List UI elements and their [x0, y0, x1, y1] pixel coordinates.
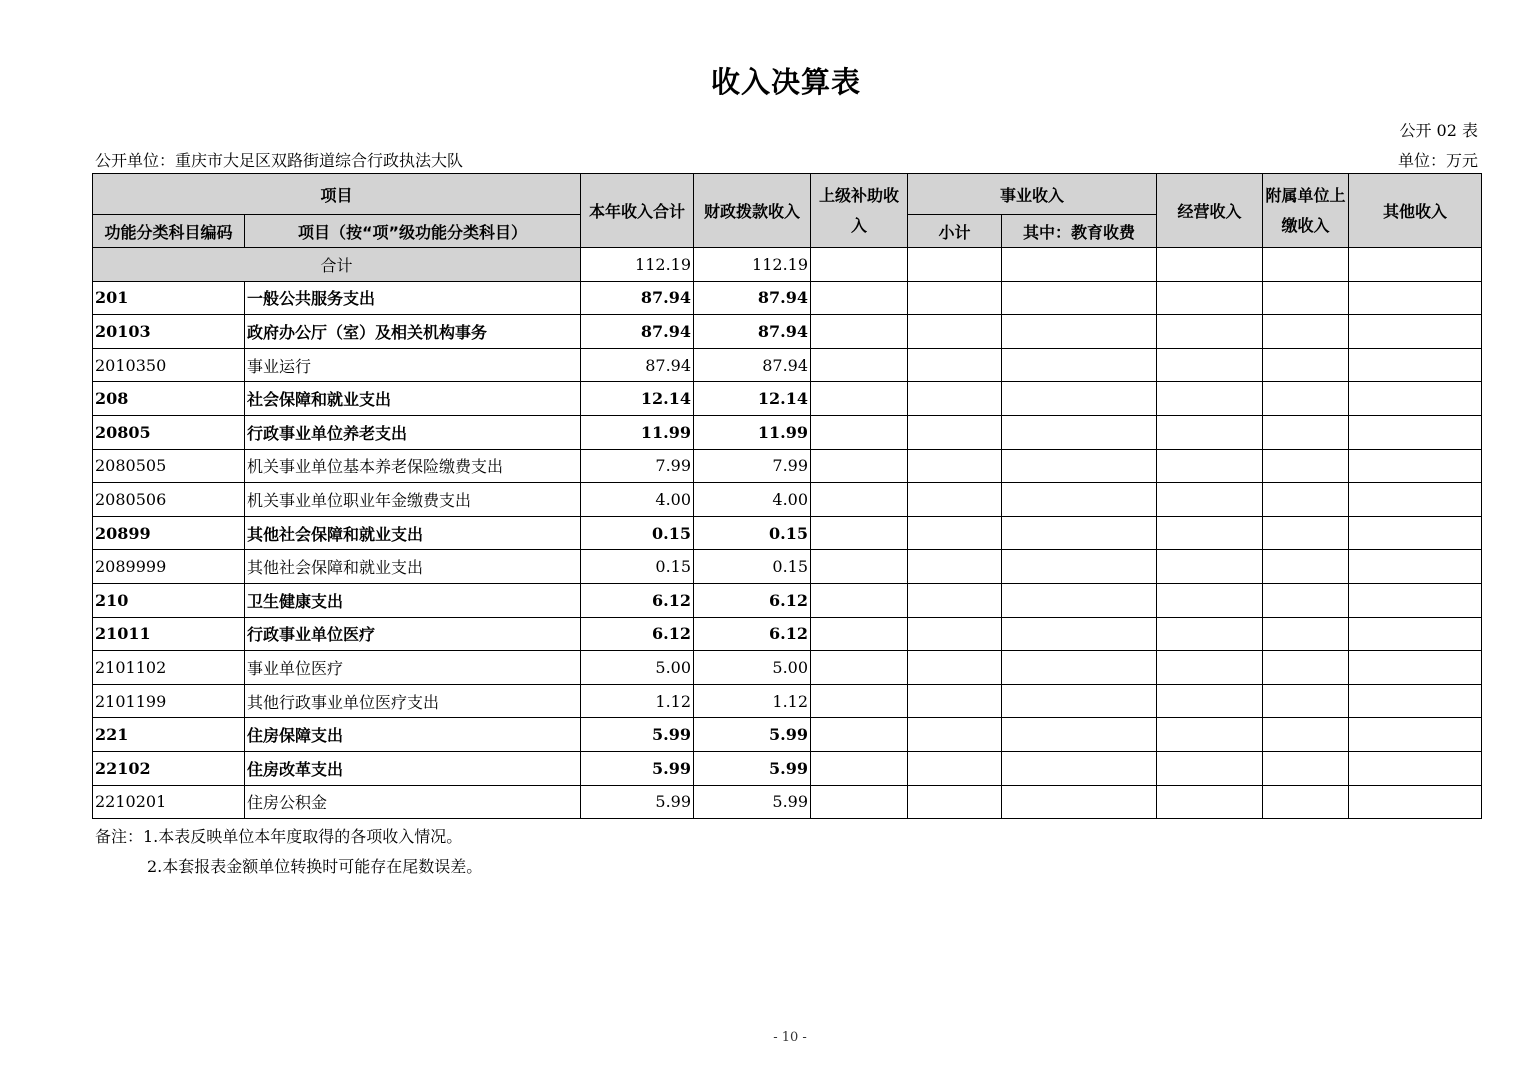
empty-cell [1349, 449, 1482, 483]
empty-cell [1157, 785, 1263, 819]
row-total: 5.99 [581, 785, 694, 819]
empty-cell [1349, 651, 1482, 685]
empty-cell [1349, 483, 1482, 517]
empty-cell [908, 550, 1002, 584]
row-total: 0.15 [581, 550, 694, 584]
empty-cell [1002, 516, 1157, 550]
row-fiscal: 5.00 [694, 651, 811, 685]
empty-cell [1157, 483, 1263, 517]
empty-cell [908, 382, 1002, 416]
empty-cell [1002, 751, 1157, 785]
row-fiscal: 87.94 [694, 315, 811, 349]
empty-cell [1157, 449, 1263, 483]
row-name: 机关事业单位职业年金缴费支出 [245, 483, 581, 517]
row-code: 20899 [93, 516, 245, 550]
row-name: 行政事业单位养老支出 [245, 415, 581, 449]
empty-cell [1002, 483, 1157, 517]
table-row [93, 684, 1482, 718]
empty-cell [1263, 415, 1349, 449]
empty-cell [908, 751, 1002, 785]
income-table [92, 173, 1482, 819]
empty-cell [1157, 382, 1263, 416]
row-total: 87.94 [581, 281, 694, 315]
row-total: 11.99 [581, 415, 694, 449]
table-row [93, 281, 1482, 315]
row-code: 20805 [93, 415, 245, 449]
row-code: 2010350 [93, 348, 245, 382]
empty-cell [1349, 348, 1482, 382]
empty-cell [1349, 718, 1482, 752]
empty-cell [811, 550, 908, 584]
empty-cell [1157, 718, 1263, 752]
header-affiliated: 附属单位上缴收入 [1263, 174, 1349, 248]
header-superior: 上级补助收入 [811, 174, 908, 248]
row-name: 住房公积金 [245, 785, 581, 819]
empty-cell [1157, 651, 1263, 685]
row-total: 12.14 [581, 382, 694, 416]
row-total: 87.94 [581, 315, 694, 349]
empty-cell [1157, 583, 1263, 617]
empty-cell [1349, 785, 1482, 819]
empty-cell [1157, 516, 1263, 550]
empty-cell [1263, 315, 1349, 349]
empty-cell [1263, 281, 1349, 315]
table-row [93, 449, 1482, 483]
row-name: 事业单位医疗 [245, 651, 581, 685]
empty-cell [811, 281, 908, 315]
empty-cell [811, 315, 908, 349]
empty-cell [908, 483, 1002, 517]
empty-cell [1349, 751, 1482, 785]
table-row [93, 718, 1482, 752]
header-education: 其中：教育收费 [1002, 215, 1157, 248]
header-operation: 经营收入 [1157, 174, 1263, 248]
empty-cell [908, 785, 1002, 819]
row-total: 6.12 [581, 583, 694, 617]
empty-cell [1263, 516, 1349, 550]
row-code: 221 [93, 718, 245, 752]
row-fiscal: 4.00 [694, 483, 811, 517]
header-code: 功能分类科目编码 [93, 215, 245, 248]
reporting-unit: 公开单位：重庆市大足区双路街道综合行政执法大队 [95, 151, 464, 170]
empty-cell [811, 415, 908, 449]
empty-cell [811, 751, 908, 785]
empty-cell [1157, 751, 1263, 785]
empty-cell [1157, 617, 1263, 651]
row-code: 210 [93, 583, 245, 617]
empty-cell [1157, 684, 1263, 718]
header-business: 事业收入 [908, 174, 1157, 215]
row-code: 2080505 [93, 449, 245, 483]
empty-cell [1002, 449, 1157, 483]
row-name: 机关事业单位基本养老保险缴费支出 [245, 449, 581, 483]
empty-cell [908, 449, 1002, 483]
empty-cell [1157, 550, 1263, 584]
table-row [93, 785, 1482, 819]
empty-cell [908, 583, 1002, 617]
row-code: 201 [93, 281, 245, 315]
row-fiscal: 87.94 [694, 281, 811, 315]
row-code: 2210201 [93, 785, 245, 819]
empty-cell [1157, 281, 1263, 315]
row-name: 住房保障支出 [245, 718, 581, 752]
empty-cell [811, 617, 908, 651]
empty-cell [1002, 785, 1157, 819]
row-name: 卫生健康支出 [245, 583, 581, 617]
row-fiscal: 6.12 [694, 617, 811, 651]
row-total: 0.15 [581, 516, 694, 550]
row-name: 住房改革支出 [245, 751, 581, 785]
row-total: 5.99 [581, 718, 694, 752]
empty-cell [908, 617, 1002, 651]
empty-cell [908, 684, 1002, 718]
row-code: 2101199 [93, 684, 245, 718]
row-name: 其他社会保障和就业支出 [245, 550, 581, 584]
row-fiscal: 6.12 [694, 583, 811, 617]
header-total: 本年收入合计 [581, 174, 694, 248]
row-name: 行政事业单位医疗 [245, 617, 581, 651]
table-row [93, 651, 1482, 685]
row-name: 政府办公厅（室）及相关机构事务 [245, 315, 581, 349]
total-amount: 112.19 [581, 248, 694, 282]
row-code: 20103 [93, 315, 245, 349]
row-total: 1.12 [581, 684, 694, 718]
empty-cell [1349, 415, 1482, 449]
empty-cell [908, 415, 1002, 449]
empty-cell [1263, 483, 1349, 517]
row-name: 一般公共服务支出 [245, 281, 581, 315]
header-subtotal: 小计 [908, 215, 1002, 248]
empty-cell [811, 718, 908, 752]
table-row [93, 550, 1482, 584]
empty-cell [1002, 281, 1157, 315]
empty-cell [1157, 315, 1263, 349]
empty-cell [1349, 516, 1482, 550]
empty-cell [1263, 348, 1349, 382]
empty-cell [1263, 785, 1349, 819]
empty-cell [1263, 751, 1349, 785]
page-title: 收入决算表 [710, 65, 861, 99]
row-total: 7.99 [581, 449, 694, 483]
row-name: 社会保障和就业支出 [245, 382, 581, 416]
row-code: 2080506 [93, 483, 245, 517]
empty-cell [1002, 684, 1157, 718]
empty-cell [1349, 315, 1482, 349]
empty-cell [1002, 348, 1157, 382]
header-name: 项目（按“项”级功能分类科目） [245, 215, 581, 248]
empty-cell [1349, 684, 1482, 718]
empty-cell [811, 449, 908, 483]
row-name: 其他社会保障和就业支出 [245, 516, 581, 550]
row-total: 87.94 [581, 348, 694, 382]
empty-cell [1157, 415, 1263, 449]
row-fiscal: 1.12 [694, 684, 811, 718]
row-name: 其他行政事业单位医疗支出 [245, 684, 581, 718]
row-fiscal: 5.99 [694, 751, 811, 785]
total-row [93, 248, 1482, 282]
empty-cell [811, 651, 908, 685]
table-row [93, 415, 1482, 449]
empty-cell [1002, 651, 1157, 685]
empty-cell [1263, 449, 1349, 483]
row-total: 5.00 [581, 651, 694, 685]
table-row [93, 348, 1482, 382]
table-row [93, 382, 1482, 416]
row-total: 4.00 [581, 483, 694, 517]
empty-cell [1157, 348, 1263, 382]
row-code: 2101102 [93, 651, 245, 685]
row-code: 21011 [93, 617, 245, 651]
empty-cell [908, 651, 1002, 685]
table-row [93, 583, 1482, 617]
empty-cell [1002, 550, 1157, 584]
row-total: 5.99 [581, 751, 694, 785]
row-total: 6.12 [581, 617, 694, 651]
row-code: 208 [93, 382, 245, 416]
row-fiscal: 12.14 [694, 382, 811, 416]
empty-cell [811, 583, 908, 617]
empty-cell [908, 516, 1002, 550]
table-row [93, 315, 1482, 349]
currency-unit: 单位：万元 [1397, 151, 1478, 170]
empty-cell [908, 315, 1002, 349]
empty-cell [1349, 550, 1482, 584]
empty-cell [1349, 382, 1482, 416]
empty-cell [811, 684, 908, 718]
empty-cell [1002, 315, 1157, 349]
empty-cell [1002, 415, 1157, 449]
empty-cell [811, 348, 908, 382]
table-row [93, 516, 1482, 550]
empty-cell [811, 516, 908, 550]
empty-cell [908, 718, 1002, 752]
empty-cell [1263, 718, 1349, 752]
row-fiscal: 87.94 [694, 348, 811, 382]
form-number: 公开 02 表 [1399, 121, 1478, 140]
row-fiscal: 11.99 [694, 415, 811, 449]
note-1: 备注：1.本表反映单位本年度取得的各项收入情况。 [95, 827, 463, 846]
empty-cell [811, 785, 908, 819]
page-number: - 10 - [773, 1030, 807, 1045]
empty-cell [1349, 583, 1482, 617]
row-fiscal: 0.15 [694, 550, 811, 584]
empty-cell [1002, 617, 1157, 651]
header-other: 其他收入 [1349, 174, 1482, 248]
table-row [93, 483, 1482, 517]
empty-cell [1263, 583, 1349, 617]
table-row [93, 617, 1482, 651]
empty-cell [1263, 684, 1349, 718]
empty-cell [1349, 281, 1482, 315]
empty-cell [1349, 617, 1482, 651]
row-fiscal: 7.99 [694, 449, 811, 483]
empty-cell [1263, 651, 1349, 685]
empty-cell [908, 281, 1002, 315]
total-label: 合计 [93, 248, 581, 282]
row-code: 22102 [93, 751, 245, 785]
empty-cell [1263, 617, 1349, 651]
note-2: 2.本套报表金额单位转换时可能存在尾数误差。 [147, 857, 483, 876]
header-project: 项目 [93, 174, 581, 215]
row-fiscal: 5.99 [694, 718, 811, 752]
empty-cell [1263, 550, 1349, 584]
empty-cell [1002, 583, 1157, 617]
empty-cell [1263, 382, 1349, 416]
row-code: 2089999 [93, 550, 245, 584]
total-fiscal: 112.19 [694, 248, 811, 282]
empty-cell [1002, 382, 1157, 416]
empty-cell [1002, 718, 1157, 752]
empty-cell [908, 348, 1002, 382]
table-row [93, 751, 1482, 785]
row-fiscal: 0.15 [694, 516, 811, 550]
row-name: 事业运行 [245, 348, 581, 382]
notes [95, 822, 482, 882]
empty-cell [811, 382, 908, 416]
header-fiscal: 财政拨款收入 [694, 174, 811, 248]
empty-cell [811, 483, 908, 517]
row-fiscal: 5.99 [694, 785, 811, 819]
